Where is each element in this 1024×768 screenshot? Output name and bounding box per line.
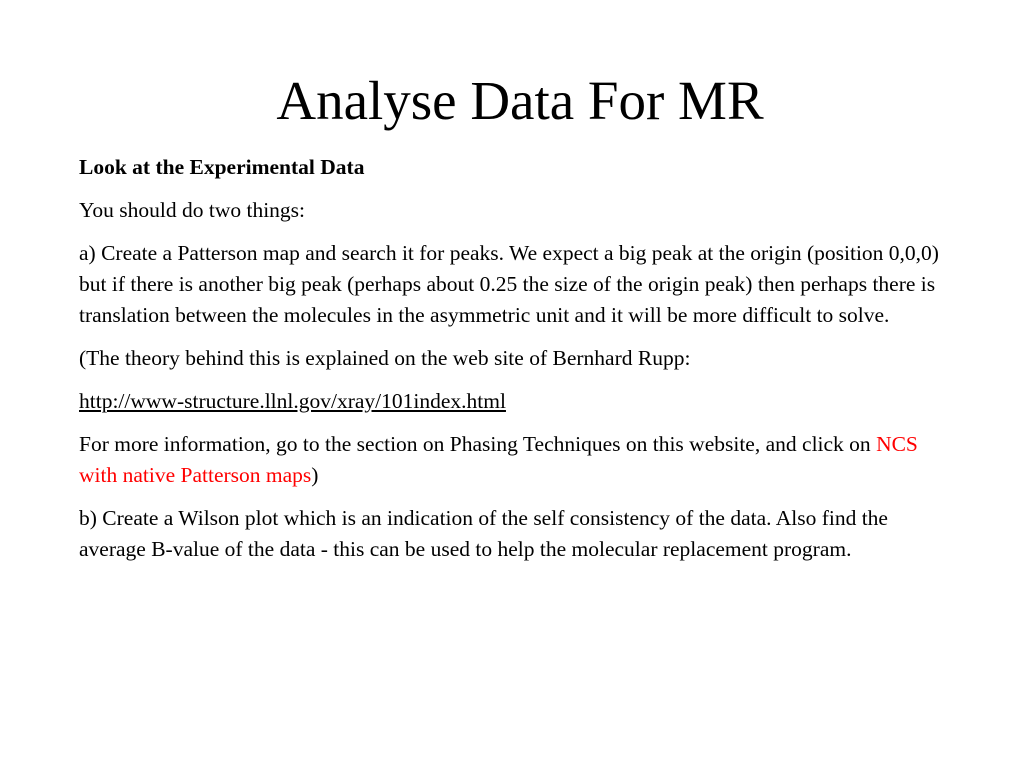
- more-info-paragraph: [79, 429, 939, 491]
- more-info-prefix: For more information, go to the section on Phasing Techniques on this website, and click on: [79, 432, 877, 456]
- theory-note: (The theory behind this is explained on the web site of Bernhard Rupp:: [79, 346, 691, 370]
- slide-body: [79, 152, 939, 577]
- url-paragraph: [79, 386, 939, 417]
- intro-text: You should do two things:: [79, 198, 306, 222]
- item-a-text: a) Create a Patterson map and search it for peaks. We expect a big peak at the origin (position 0,0,0) but if there is another big peak (perhaps about 0.25 the size of the origin peak) then perhaps there is translation between the molecules in the asymmetric unit and it will be more difficult to solve.: [79, 241, 939, 327]
- item-b-text: b) Create a Wilson plot which is an indication of the self consistency of the data. Also find the average B-value of the data - this can be used to help the molecular replacement program.: [79, 506, 888, 561]
- section-heading: Look at the Experimental Data: [79, 155, 365, 179]
- more-info-suffix: ): [311, 463, 319, 487]
- ncs-patterson-link[interactable]: NCS with native Patterson maps: [79, 432, 918, 487]
- rupp-website-link[interactable]: http://www-structure.llnl.gov/xray/101index.html: [79, 389, 506, 413]
- slide-title: Analyse Data For MR: [276, 70, 764, 131]
